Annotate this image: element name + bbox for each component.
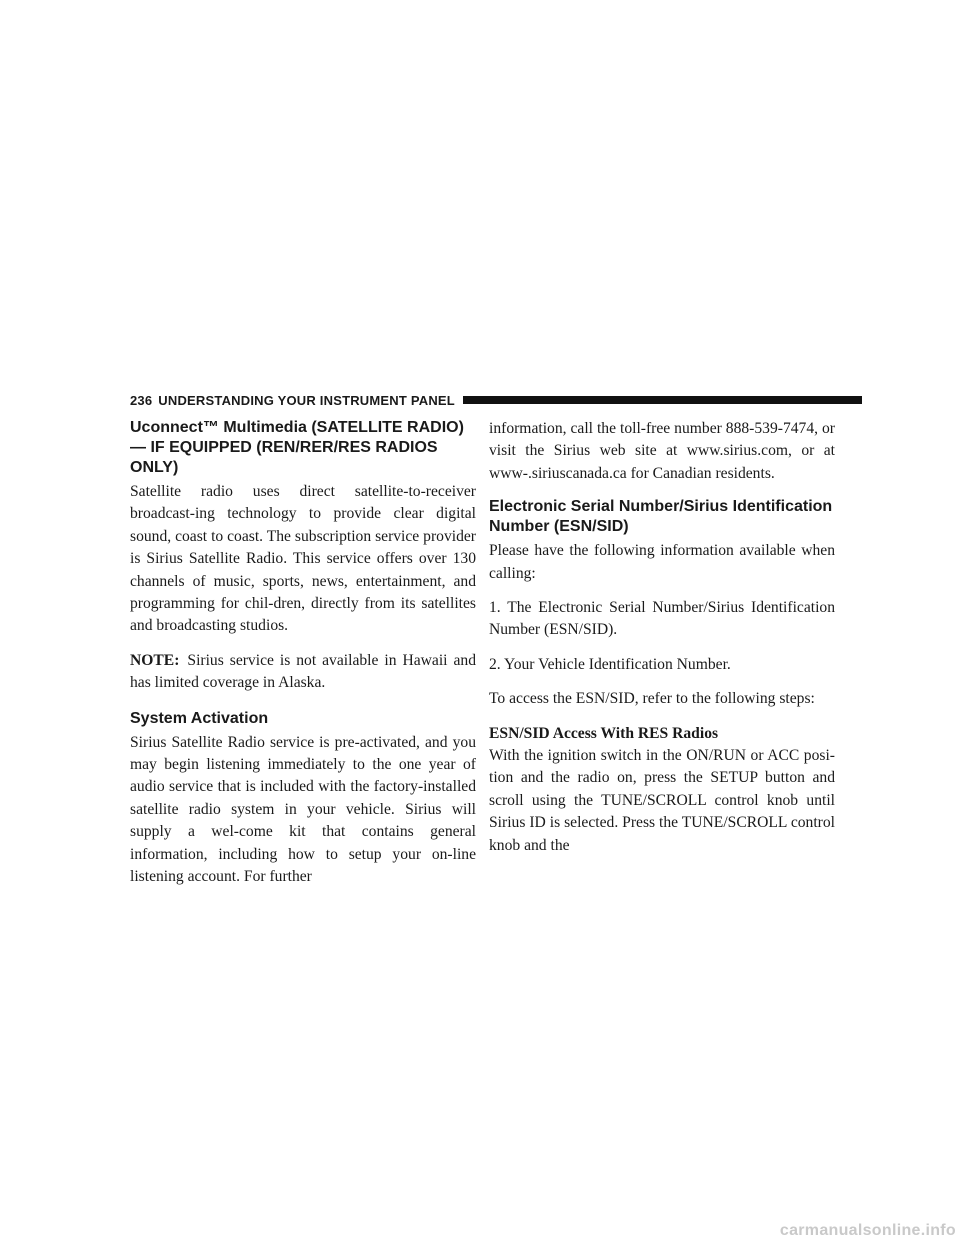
page-number: 236 xyxy=(130,392,153,408)
list-item-esn: 1. The Electronic Serial Number/Sirius Identification Number (ESN/SID). xyxy=(489,599,835,639)
continuation-paragraph: information, call the toll-free number 888-539-7474, or visit the Sirius web site at www.sirius.com, or at www-.siriuscanada.ca for Canadian residents. xyxy=(489,420,835,482)
note-text: Sirius service is not available in Hawaii and has limited coverage in Alaska. xyxy=(130,651,476,692)
running-title: UNDERSTANDING YOUR INSTRUMENT PANEL xyxy=(158,392,455,408)
page-header xyxy=(130,392,862,408)
activation-paragraph: Sirius Satellite Radio service is pre-activated, and you may begin listening immediately to the one year of audio service that is included with the factory-installed satellite radio system in your vehicle. Sirius will supply a wel-come kit that contains general information, including how to setup your on-line listening account. For further xyxy=(130,733,476,886)
section-heading-esn-sid: Electronic Serial Number/Sirius Identification Number (ESN/SID) xyxy=(489,498,833,536)
section-heading-satellite-radio: Uconnect™ Multimedia (SATELLITE RADIO) — IF EQUIPPED (REN/RER/RES RADIOS ONLY) xyxy=(130,419,464,476)
res-paragraph: With the ignition switch in the ON/RUN or ACC posi-tion and the radio on, press the SETUP button and scroll using the TUNE/SCROLL control knob until Sirius ID is selected. Press the TUNE/SCROLL control knob and the xyxy=(489,747,835,854)
watermark: carmanualsonline.info xyxy=(779,1222,956,1239)
left-column xyxy=(130,418,476,889)
header-rule xyxy=(463,396,862,404)
section-heading-system-activation: System Activation xyxy=(130,709,269,727)
list-item-vin: 2. Your Vehicle Identification Number. xyxy=(489,655,731,673)
steps-intro-paragraph: To access the ESN/SID, refer to the following steps: xyxy=(489,690,815,708)
note-paragraph xyxy=(130,650,476,695)
note-label: NOTE: xyxy=(130,651,180,669)
section-heading-res-radios: ESN/SID Access With RES Radios xyxy=(489,724,719,742)
intro-paragraph: Satellite radio uses direct satellite-to-receiver broadcast-ing technology to provide clear digital sound, coast to coast. The subscription service provider is Sirius Satellite Radio. This service offers over 130 channels of music, sports, news, entertainment, and programming for chil-dren, directly from its satellites and broadcasting studios. xyxy=(130,483,476,635)
esn-intro-paragraph: Please have the following information available when calling: xyxy=(489,542,835,582)
right-column xyxy=(489,418,835,857)
